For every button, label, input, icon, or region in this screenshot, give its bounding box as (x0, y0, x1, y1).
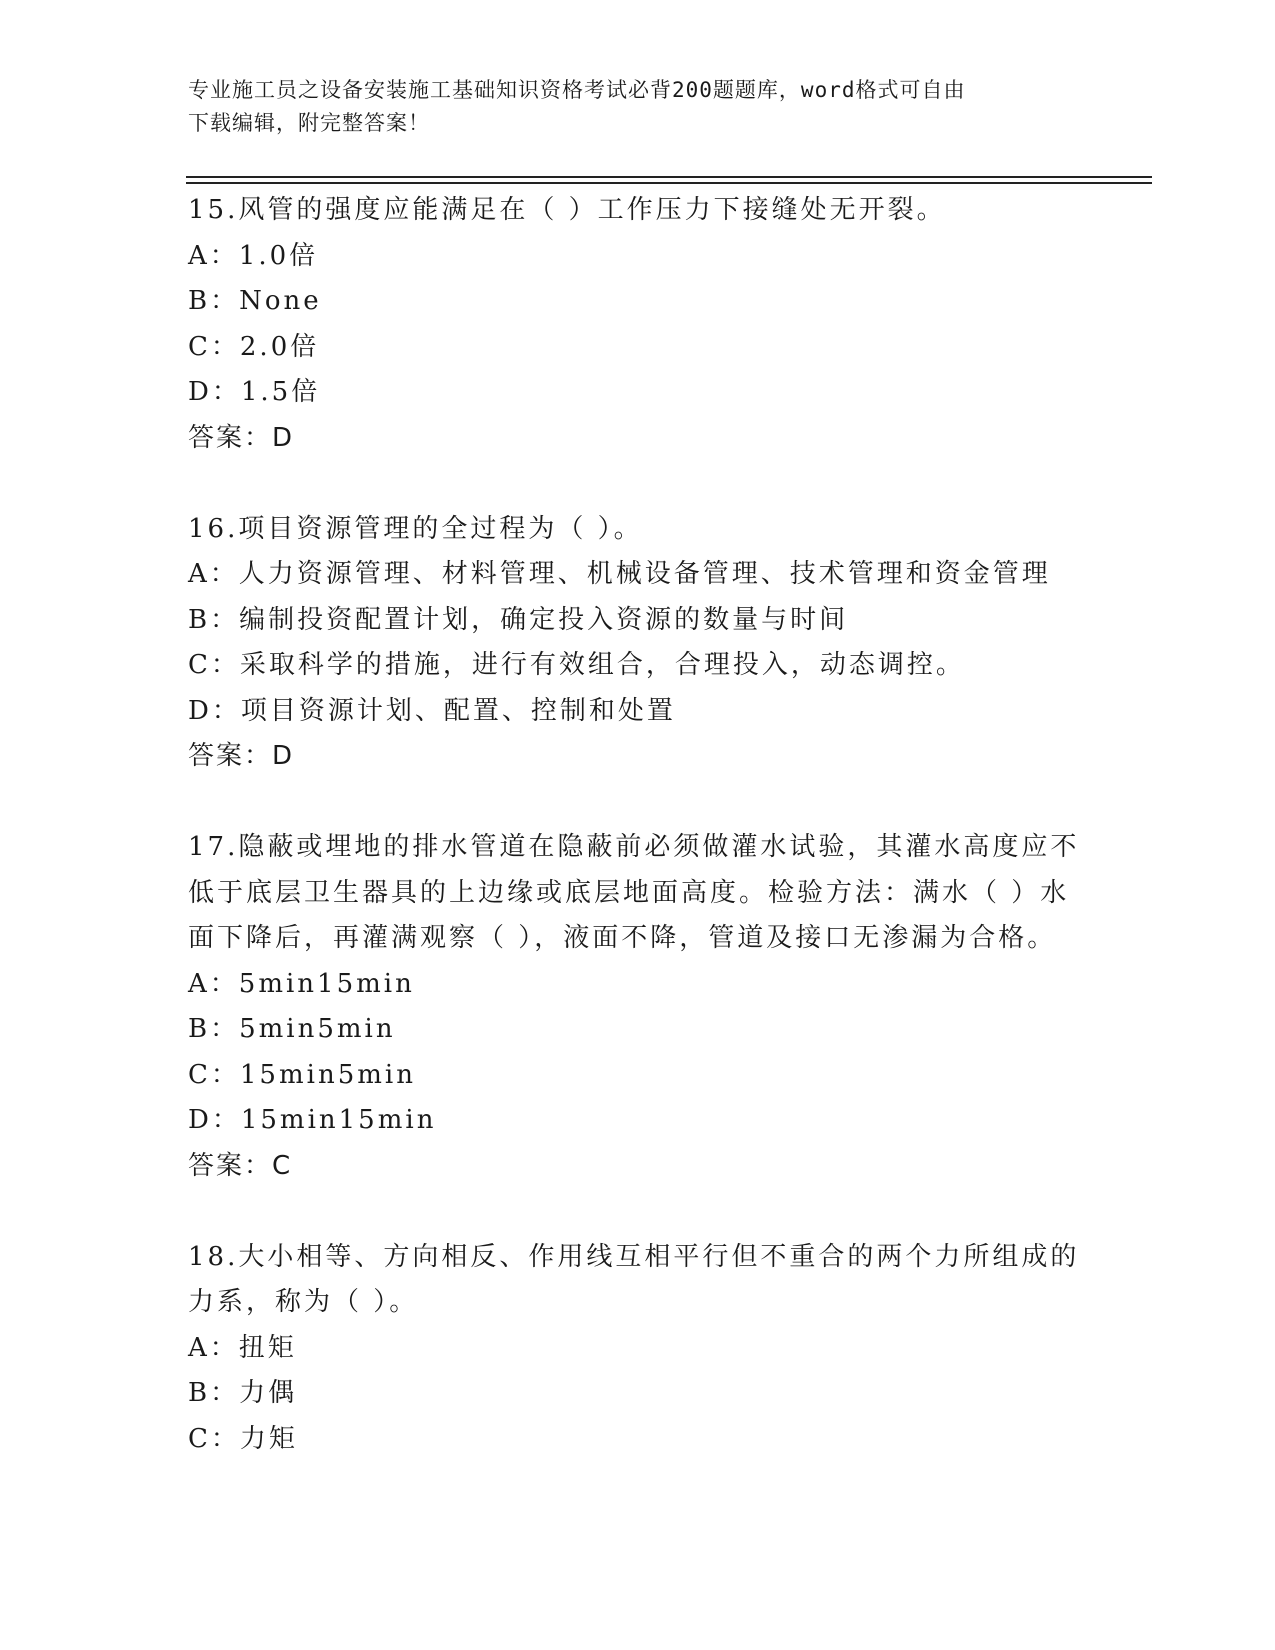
question-stem: 15.风管的强度应能满足在（ ）工作压力下接缝处无开裂。 (188, 195, 946, 225)
header-line-2: 下载编辑，附完整答案！ (188, 111, 430, 135)
option-b: B：编制投资配置计划，确定投入资源的数量与时间 (188, 604, 849, 635)
question-stem-line-2: 力系，称为（ ）。 (188, 1287, 419, 1317)
option-d: D：1.5倍 (188, 377, 321, 407)
document-header (188, 74, 1068, 140)
option-c: C：力矩 (188, 1423, 298, 1454)
option-a: A：扭矩 (188, 1332, 297, 1363)
question-list (188, 188, 1088, 1462)
option-b: B：力偶 (188, 1378, 298, 1408)
spacer (188, 1189, 1088, 1235)
option-d: D：项目资源计划、配置、控制和处置 (188, 695, 676, 726)
question-stem: 16.项目资源管理的全过程为（ ）。 (188, 513, 643, 544)
option-a: A：5min15min (188, 968, 415, 999)
question-18 (188, 1235, 1088, 1463)
answer: 答案：D (188, 422, 295, 453)
question-stem-line-1: 17.隐蔽或埋地的排水管道在隐蔽前必须做灌水试验，其灌水高度应不 (188, 832, 1080, 862)
spacer (188, 461, 1088, 507)
option-a: A：1.0倍 (188, 240, 319, 271)
option-c: C：15min5min (188, 1059, 416, 1090)
header-divider-bottom (186, 182, 1152, 184)
option-c: C：2.0倍 (188, 331, 320, 362)
header-divider-top (186, 176, 1152, 178)
option-d: D：15min15min (188, 1105, 437, 1135)
answer: 答案：C (188, 1150, 293, 1181)
question-16 (188, 507, 1088, 780)
question-15 (188, 188, 1088, 461)
answer: 答案：D (188, 741, 295, 771)
option-b: B：None (188, 286, 322, 316)
question-17 (188, 825, 1088, 1189)
option-c: C：采取科学的措施，进行有效组合，合理投入，动态调控。 (188, 650, 965, 680)
spacer (188, 780, 1088, 826)
option-a: A：人力资源管理、材料管理、机械设备管理、技术管理和资金管理 (188, 559, 1051, 589)
question-stem-line-2: 低于底层卫生器具的上边缘或底层地面高度。检验方法：满水（ ）水 (188, 877, 1070, 908)
header-line-1: 专业施工员之设备安装施工基础知识资格考试必背200题题库，word格式可自由 (188, 78, 966, 102)
option-b: B：5min5min (188, 1014, 396, 1044)
question-stem-line-3: 面下降后，再灌满观察（ ），液面不降，管道及接口无渗漏为合格。 (188, 923, 1057, 953)
question-stem-line-1: 18.大小相等、方向相反、作用线互相平行但不重合的两个力所组成的 (188, 1241, 1080, 1272)
